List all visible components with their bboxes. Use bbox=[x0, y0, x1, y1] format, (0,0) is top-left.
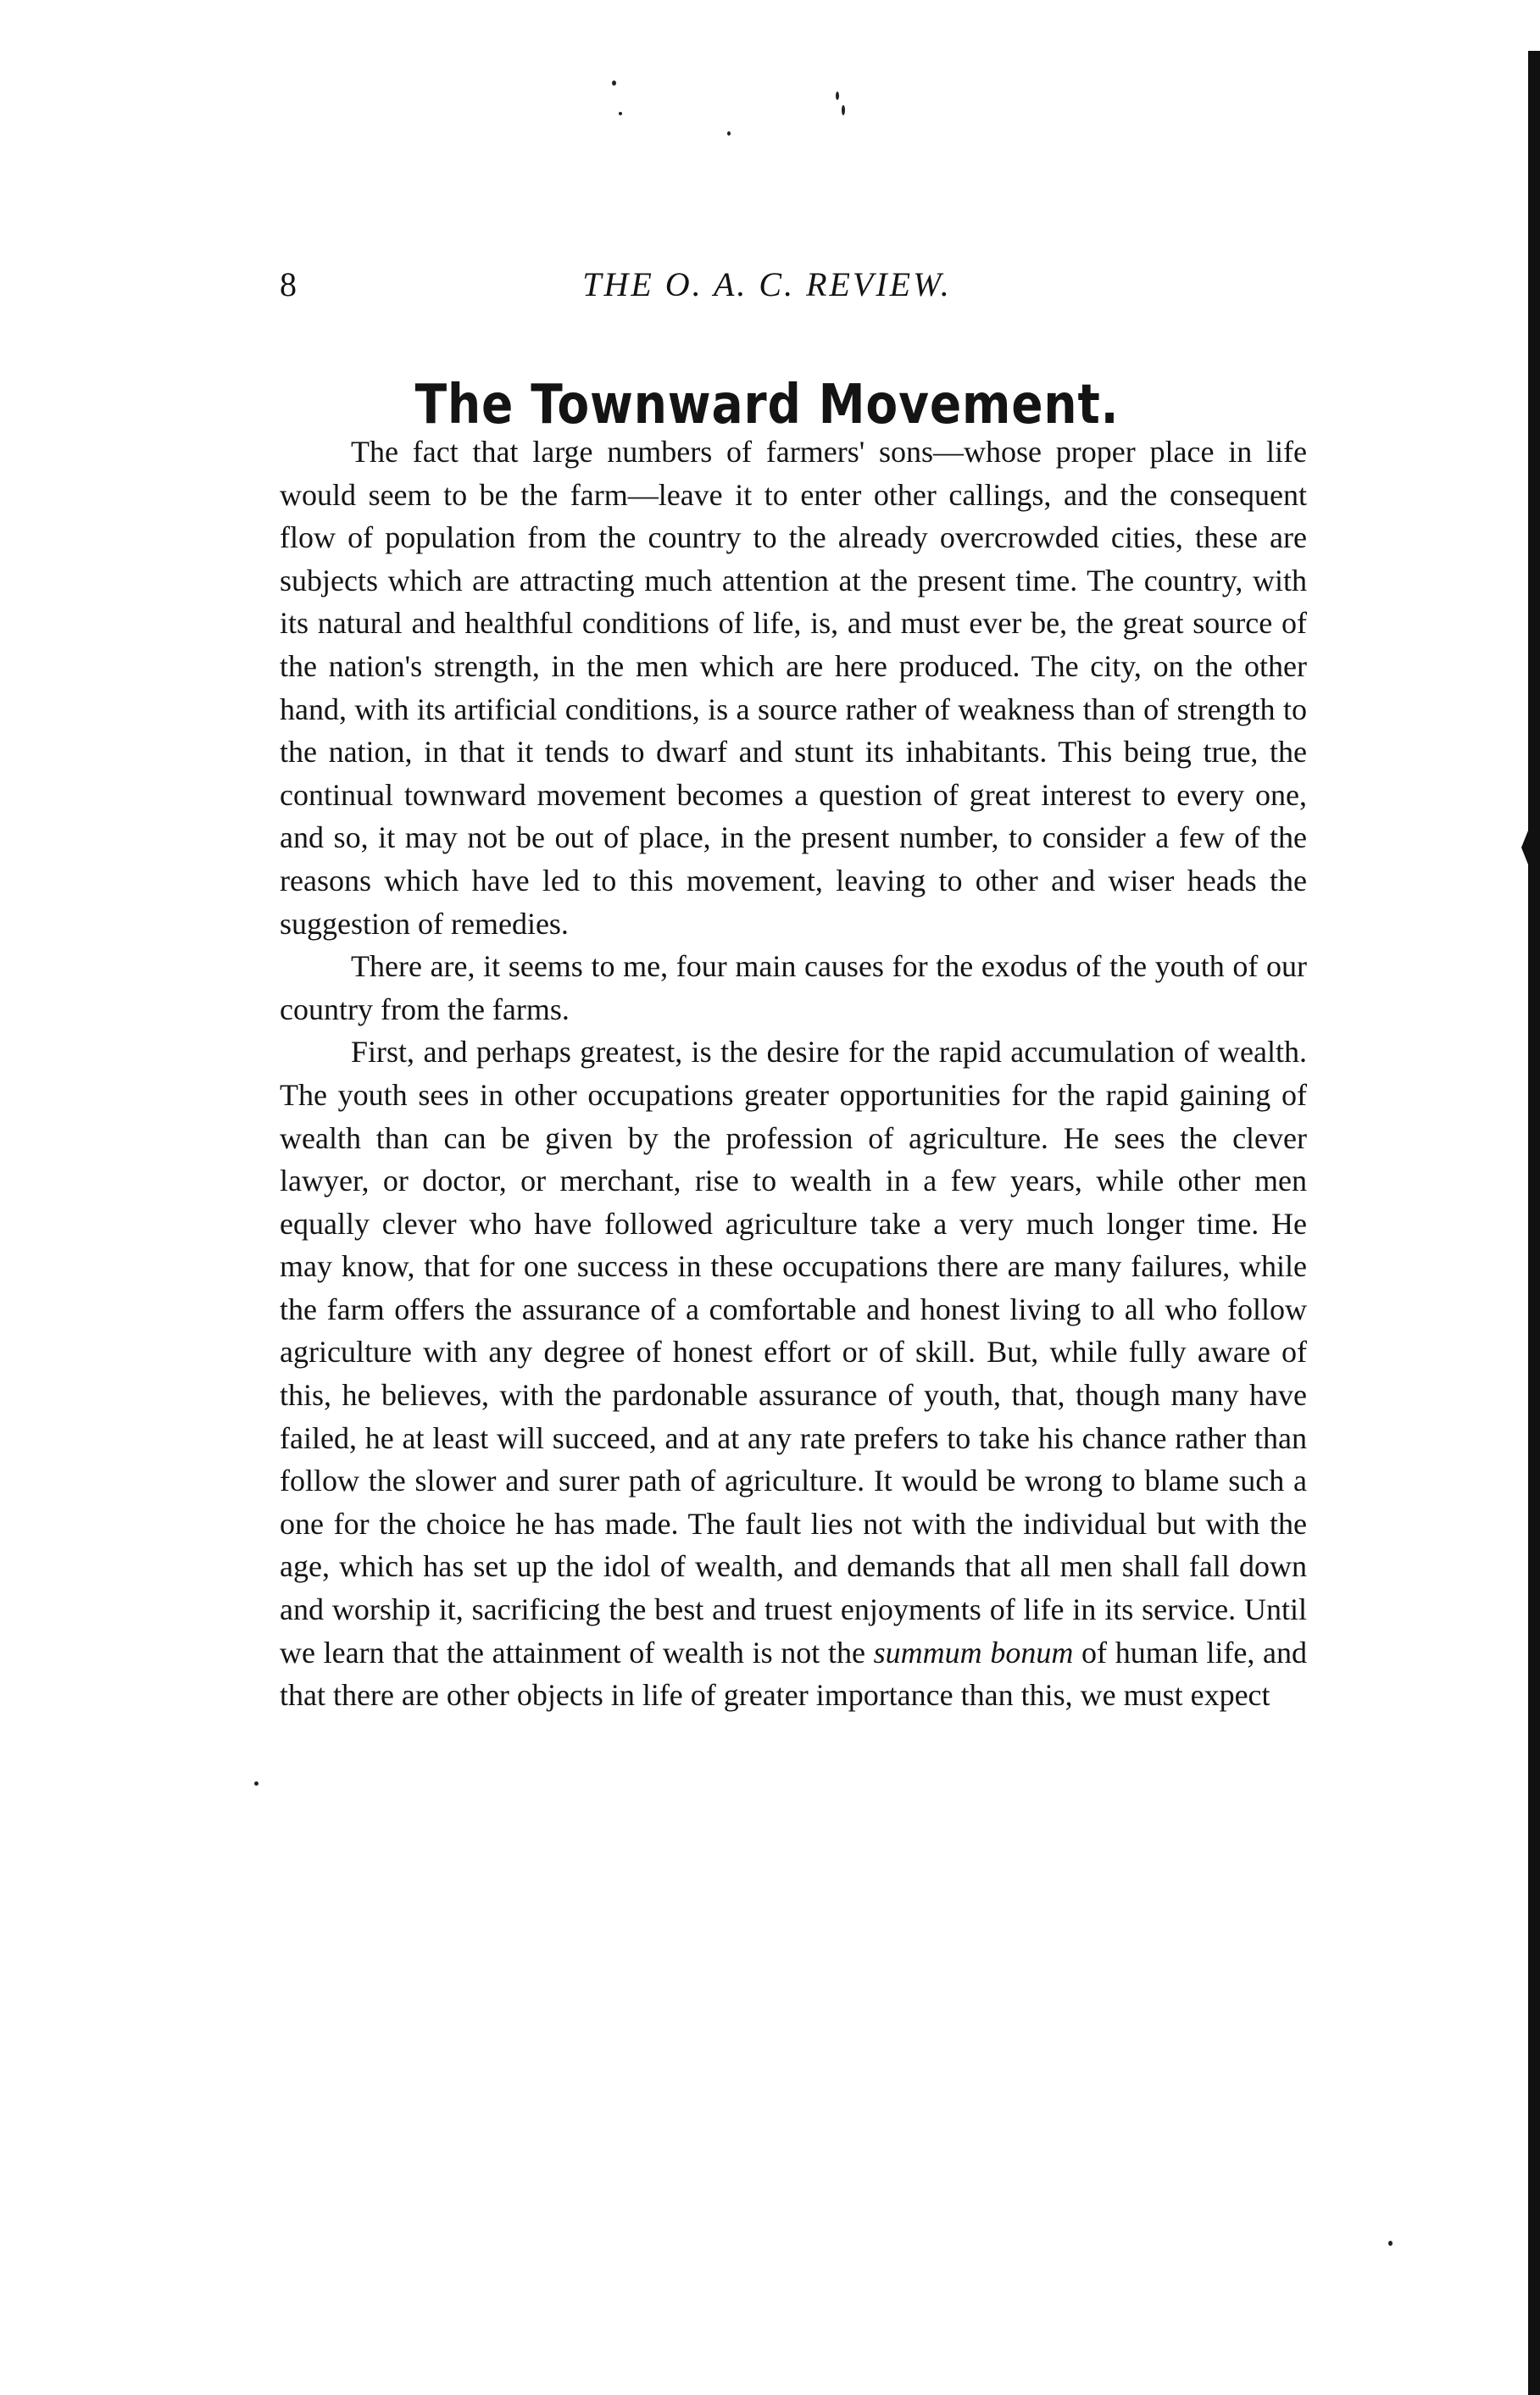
article-title: The Townward Movement. bbox=[414, 373, 1120, 436]
scan-speck bbox=[619, 112, 622, 115]
scan-speck bbox=[254, 1781, 259, 1786]
paragraph-3-text-before: First, and perhaps greatest, is the desire for the rapid accumulation of wealth. The youth sees in other occupations greater opportunities for the rapid gaining of wealth than can be given by the profession of agriculture. He sees the clever lawyer, or doctor, or merchant, rise to wealth in a few years, while other men equally clever who have followed agriculture take a very much longer time. He may know, that for one success in these occupations there are many failures, while the farm offers the assurance of a comfortable and honest living to all who follow agriculture with any degree of honest effort or of skill. But, while fully aware of this, he believes, with the pardonable assurance of youth, that, though many have failed, he at least will succeed, and at any rate prefers to take his chance rather than follow the slower and surer path of agriculture. It would be wrong to blame such a one for the choice he has made. The fault lies not with the individual but with the age, which has set up the idol of wealth, and demands that all men shall fall down and worship it, sacrificing the best and truest enjoyments of life in its service. Until we learn that the attainment of wealth is not the bbox=[280, 1035, 1307, 1670]
paragraph-3-text-after: of human life, and that there are other objects in life of greater importance than this, we must expect bbox=[280, 1635, 1307, 1713]
paragraph-2: There are, it seems to me, four main causes for the exodus of the youth of our country from the farms. bbox=[280, 949, 1307, 1026]
latin-phrase: summum bonum bbox=[873, 1635, 1074, 1670]
scan-speck bbox=[727, 131, 731, 136]
scan-speck bbox=[612, 81, 616, 86]
paragraph-1: The fact that large numbers of farmers' sons—whose proper place in life would seem to be the farm—leave it to enter other callings, and the consequent flow of population from the country to the already overcrowded cities, these are subjects which are attracting much attention at the present time. The country, with its natural and healthful conditions of life, is, and must ever be, the great source of the nation's strength, in the men which are here produced. The city, on the other hand, with its artificial conditions, is a source rather of weakness than of strength to the nation, in that it tends to dwarf and stunt its inhabitants. This being true, the continual townward movement becomes a question of great interest to every one, and so, it may not be out of place, in the present number, to consider a few of the reasons which have led to this movement, leaving to other and wiser heads the suggestion of remedies. bbox=[280, 435, 1307, 941]
journal-title: THE O. A. C. REVIEW. bbox=[582, 265, 952, 303]
scan-speck bbox=[842, 105, 845, 115]
scan-binding-edge bbox=[1528, 51, 1540, 2395]
running-head bbox=[280, 264, 1254, 307]
page-number: 8 bbox=[280, 265, 297, 303]
scan-binding-notch bbox=[1521, 831, 1528, 864]
scan-speck bbox=[1388, 2241, 1393, 2246]
article-body bbox=[280, 431, 1307, 1717]
paragraph-3 bbox=[280, 1031, 1307, 1717]
scan-speck bbox=[836, 92, 839, 100]
